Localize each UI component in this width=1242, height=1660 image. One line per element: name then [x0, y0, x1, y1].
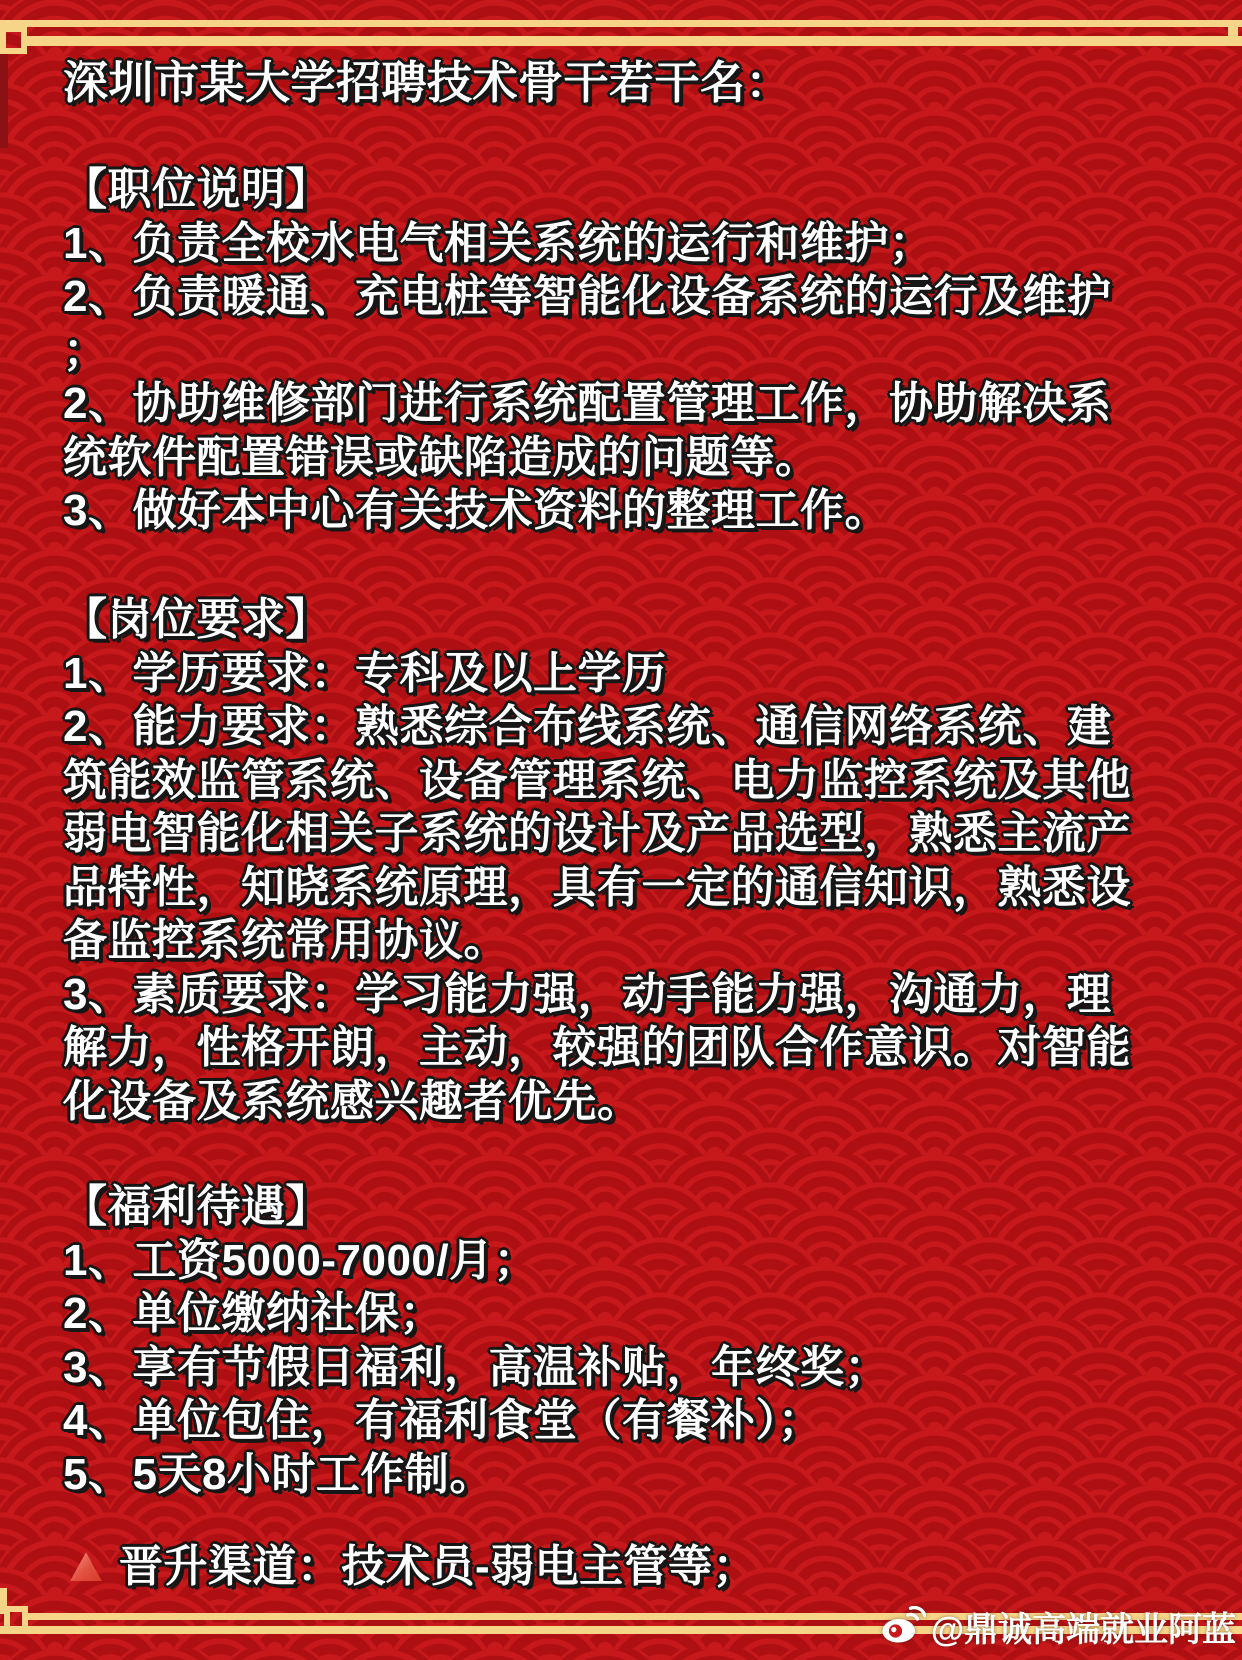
text-line: 2、负责暖通、充电桩等智能化设备系统的运行及维护	[63, 272, 1112, 321]
watermark	[880, 1602, 1236, 1651]
text-line: 1、工资5000-7000/月；	[63, 1235, 539, 1285]
section-heading: 【职位说明】	[63, 165, 330, 214]
text-line: 解力，性格开朗，主动，较强的团队合作意识。对智能	[63, 1023, 1131, 1072]
text-line: 2、协助维修部门进行系统配置管理工作，协助解决系	[63, 379, 1112, 428]
section-benefits	[63, 1180, 889, 1501]
text-line: 5、5天8小时工作制。	[63, 1449, 494, 1499]
text-line: 1、学历要求：专科及以上学历	[63, 648, 667, 698]
text-line: 3、享有节假日福利，高温补贴，年终奖；	[63, 1342, 889, 1392]
text-line: 品特性，知晓系统原理，具有一定的通信知识，熟悉设	[63, 862, 1131, 912]
poster-title: 深圳市某大学招聘技术骨干若干名：	[63, 57, 792, 108]
section-heading: 【福利待遇】	[63, 1182, 330, 1231]
text-line: 3、做好本中心有关技术资料的整理工作。	[63, 486, 889, 535]
text-line: 1、负责全校水电气相关系统的运行和维护；	[63, 218, 934, 268]
text-line: 备监控系统常用协议。	[63, 916, 508, 965]
section-heading: 【岗位要求】	[63, 595, 330, 644]
section-job-description	[63, 163, 1111, 538]
text-line: 2、能力要求：熟悉综合布线系统、通信网络系统、建	[63, 702, 1112, 751]
text-line: ；	[63, 325, 108, 375]
promotion-text: 晋升渠道：技术员-弱电主管等；	[119, 1542, 758, 1591]
section-job-requirements	[63, 593, 1131, 1128]
text-line: 2、单位缴纳社保；	[63, 1289, 444, 1338]
text-line: 筑能效监管系统、设备管理系统、电力监控系统及其他	[63, 755, 1131, 805]
weibo-icon	[880, 1606, 926, 1648]
text-line: 化设备及系统感兴趣者优先。	[63, 1076, 642, 1126]
text-line: 4、单位包住，有福利食堂（有餐补）；	[63, 1396, 823, 1445]
text-line: 3、素质要求：学习能力强，动手能力强，沟通力，理	[63, 969, 1112, 1019]
text-line: 统软件配置错误或缺陷造成的问题等。	[63, 432, 820, 482]
triangle-bullet-icon	[70, 1552, 102, 1581]
promotion-line	[70, 1540, 757, 1594]
watermark-handle: @鼎诚高端就业阿蓝	[930, 1611, 1236, 1649]
text-line: 弱电智能化相关子系统的设计及产品选型，熟悉主流产	[63, 809, 1131, 858]
